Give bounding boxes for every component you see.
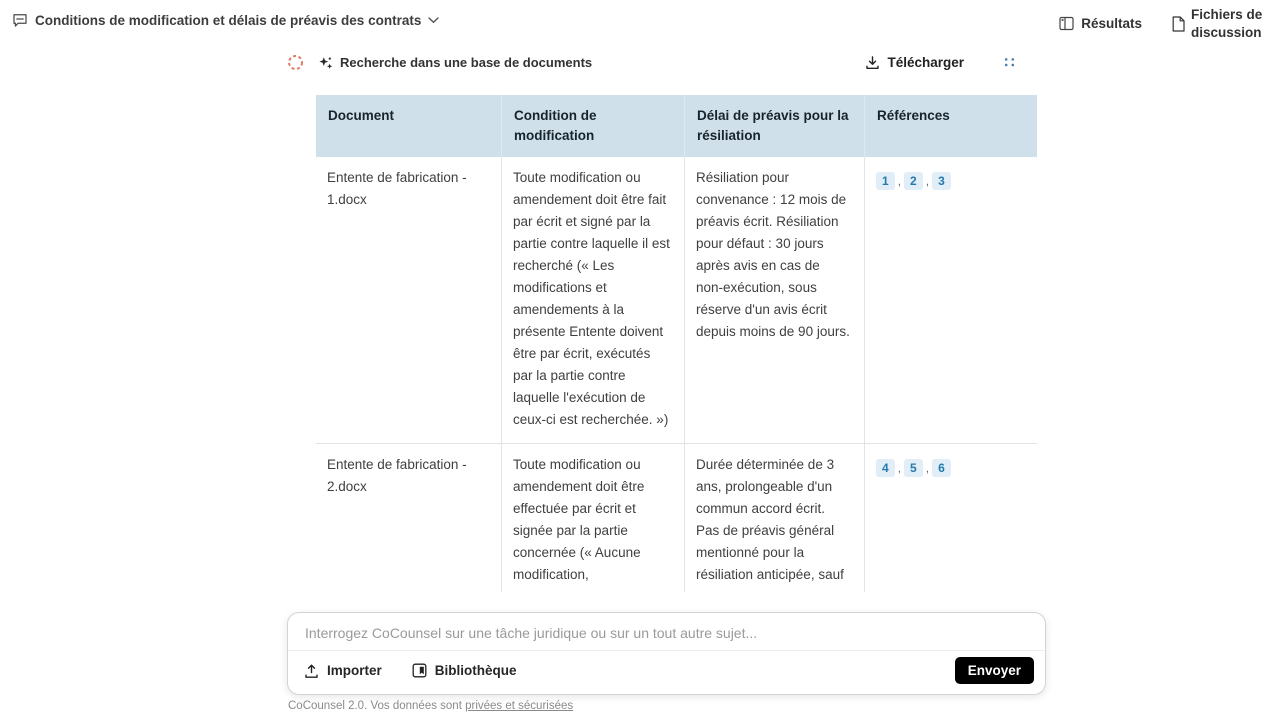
table-row: [316, 157, 1037, 443]
download-button[interactable]: [865, 55, 964, 70]
library-label: Bibliothèque: [434, 663, 517, 678]
footer-text: CoCounsel 2.0. Vos données sont: [288, 700, 462, 712]
upload-icon: [304, 663, 319, 679]
processing-spinner-icon: [287, 54, 304, 71]
library-icon: [412, 663, 427, 678]
reference-badge[interactable]: 2: [904, 172, 923, 190]
cell-condition: Toute modification ou amendement doit être effectuée par écrit et signée par la partie concernée (« Aucune modification,: [501, 444, 684, 592]
conversation-title: Conditions de modification et délais de préavis des contrats: [35, 12, 422, 28]
reference-separator: ,: [897, 174, 902, 188]
discussion-files-label: Fichiers de discussion: [1191, 7, 1263, 40]
ai-sparkle-icon: [319, 56, 333, 70]
reference-badge[interactable]: 6: [932, 459, 951, 477]
expand-icon: [1004, 57, 1016, 68]
discussion-files-button[interactable]: [1172, 6, 1268, 41]
cell-delai: Résiliation pour convenance : 12 mois de préavis écrit. Résiliation pour défaut : 30 jours après avis en cas de non-exécution, sous réserve d'un avis écrit depuis moins de 90 jours.: [684, 157, 864, 443]
table-header-row: [316, 95, 1037, 157]
top-right-actions: [1059, 6, 1268, 41]
column-header-delai: Délai de préavis pour la résiliation: [684, 95, 864, 157]
results-label: Résultats: [1081, 16, 1142, 32]
reference-separator: ,: [925, 461, 930, 475]
column-header-condition: Condition de modification: [501, 95, 684, 157]
chat-bubble-icon: [12, 12, 28, 28]
download-icon: [865, 55, 880, 70]
reference-badge[interactable]: 3: [932, 172, 951, 190]
reference-badge[interactable]: 5: [904, 459, 923, 477]
chat-input[interactable]: [290, 615, 1043, 650]
reference-badge[interactable]: 4: [876, 459, 895, 477]
results-panel-icon: [1059, 16, 1074, 31]
results-table: [316, 95, 1037, 592]
composer-actions: [288, 650, 1045, 694]
cell-references: [864, 444, 1037, 592]
import-button[interactable]: [304, 663, 382, 679]
reference-separator: ,: [925, 174, 930, 188]
task-status: [319, 55, 592, 70]
conversation-title-dropdown[interactable]: [12, 12, 439, 28]
library-button[interactable]: [412, 663, 517, 678]
privacy-footer: [288, 700, 573, 712]
chat-composer: [287, 612, 1046, 695]
column-header-document: Document: [328, 108, 395, 123]
privacy-link[interactable]: privées et sécurisées: [465, 700, 574, 712]
cell-condition: Toute modification ou amendement doit être fait par écrit et signé par la partie contre laquelle il est recherché (« Les modifications et amendements à la présente Entente doivent être par écrit, exécutés par la partie contre laquelle l'exécution de ceux-ci est recherchée. »): [501, 157, 684, 443]
cell-delai: Durée déterminée de 3 ans, prolongeable d'un commun accord écrit. Pas de préavis général mentionné pour la résiliation anticipée, sauf: [684, 444, 864, 592]
task-status-label: Recherche dans une base de documents: [340, 55, 593, 70]
task-status-row: [287, 54, 1046, 71]
cell-document: Entente de fabrication - 2.docx: [327, 457, 467, 494]
cell-references: [864, 157, 1037, 443]
results-button[interactable]: [1059, 16, 1142, 31]
discussion-file-icon: [1172, 16, 1185, 32]
chevron-down-icon: [428, 17, 439, 24]
reference-badge[interactable]: 1: [876, 172, 895, 190]
reference-separator: ,: [897, 461, 902, 475]
import-label: Importer: [327, 663, 382, 678]
table-body: [316, 157, 1037, 592]
column-header-references: Références: [864, 95, 1037, 157]
cell-document: Entente de fabrication - 1.docx: [327, 170, 467, 207]
table-toolbar: [865, 55, 1046, 70]
expand-table-button[interactable]: [1004, 57, 1016, 68]
download-label: Télécharger: [887, 55, 964, 70]
table-row: [316, 443, 1037, 592]
send-button[interactable]: Envoyer: [955, 657, 1034, 684]
